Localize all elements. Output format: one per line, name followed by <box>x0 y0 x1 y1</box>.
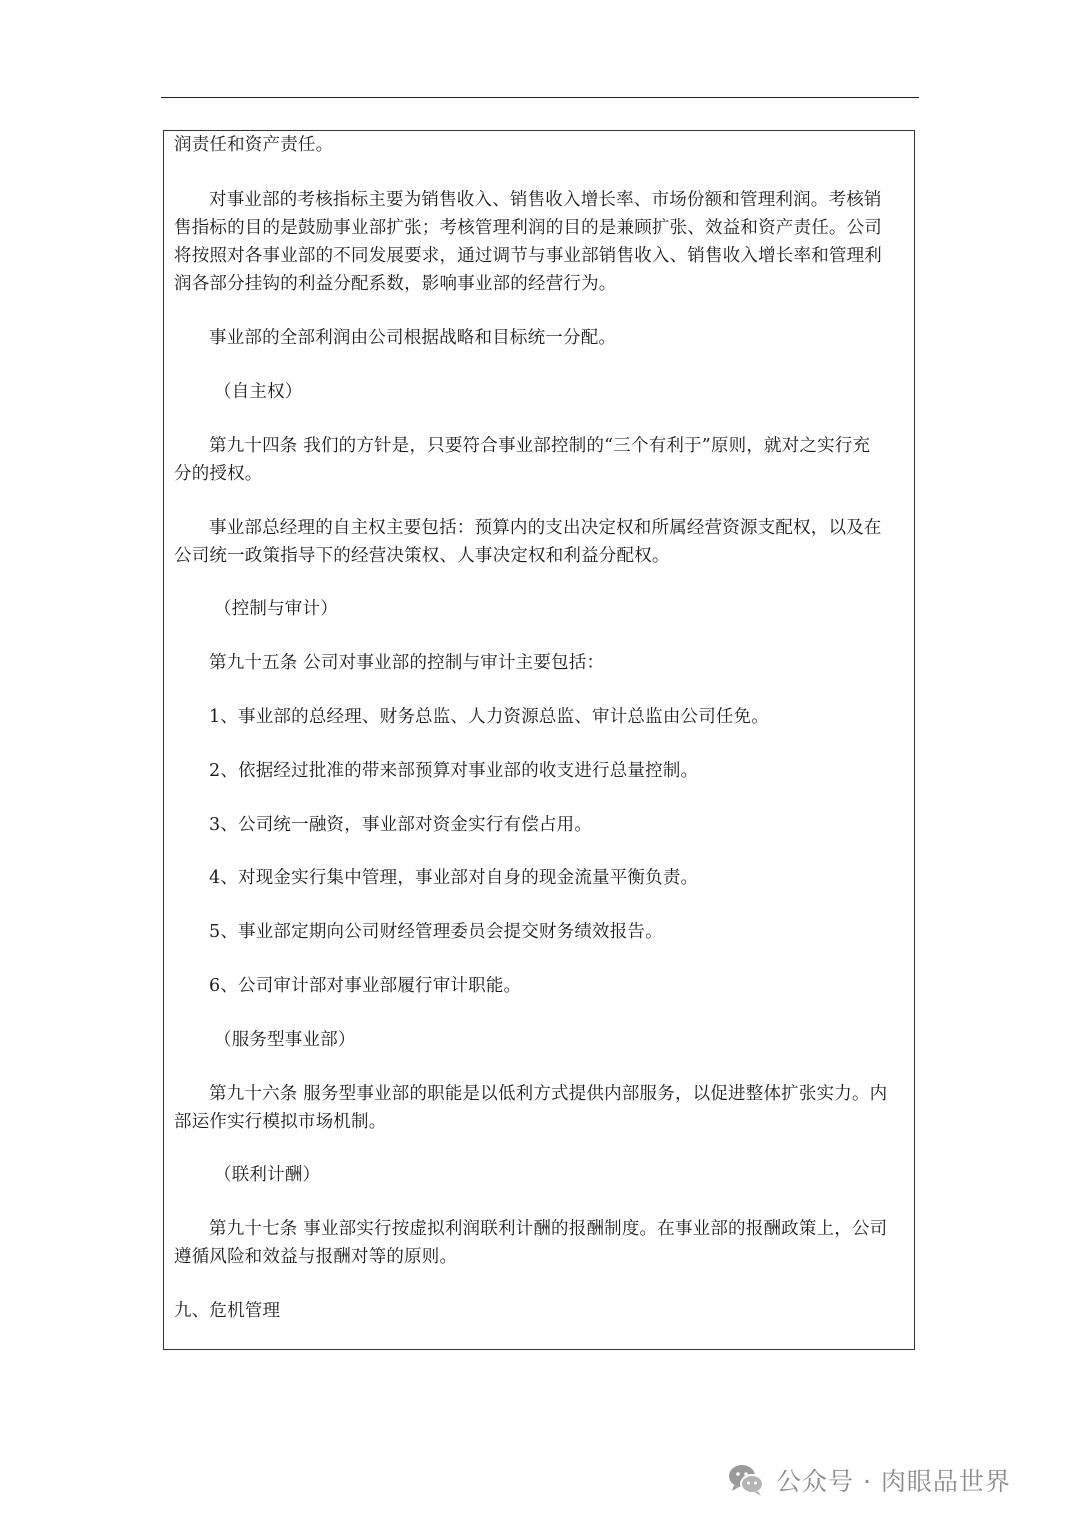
text-line: 润各部分挂钩的利益分配系数，影响事业部的经营行为。 <box>174 274 617 294</box>
list-item: 1、事业部的总经理、财务总监、人力资源总监、审计总监由公司任免。 <box>209 707 770 727</box>
section-heading: （自主权） <box>214 382 303 402</box>
text-line: 遵循风险和效益与报酬对等的原则。 <box>174 1247 458 1267</box>
watermark <box>726 1460 1011 1500</box>
text-line: 公司统一政策指导下的经营决策权、人事决定权和利益分配权。 <box>174 546 670 566</box>
text-line: 部运作实行模拟市场机制。 <box>174 1112 387 1132</box>
watermark-text: 公众号 · 肉眼品世界 <box>776 1467 1011 1496</box>
list-item: 3、公司统一融资，事业部对资金实行有偿占用。 <box>209 815 593 835</box>
section-heading: （服务型事业部） <box>214 1030 356 1050</box>
list-item: 5、事业部定期向公司财经管理委员会提交财务绩效报告。 <box>209 922 663 942</box>
text-line: 第九十七条 事业部实行按虚拟利润联利计酬的报酬制度。在事业部的报酬政策上，公司 <box>209 1219 888 1239</box>
text-line: 第九十六条 服务型事业部的职能是以低利方式提供内部服务，以促进整体扩张实力。内 <box>209 1084 888 1104</box>
header-rule <box>161 97 919 98</box>
text-line: 对事业部的考核指标主要为销售收入、销售收入增长率、市场份额和管理利润。考核销 <box>209 190 882 210</box>
wechat-icon <box>726 1460 766 1500</box>
text-line: 事业部的全部利润由公司根据战略和目标统一分配。 <box>209 328 617 348</box>
text-line: 第九十四条 我们的方针是，只要符合事业部控制的“三个有利于”原则，就对之实行充 <box>209 436 871 456</box>
list-item: 4、对现金实行集中管理，事业部对自身的现金流量平衡负责。 <box>209 868 699 888</box>
list-item: 2、依据经过批准的带来部预算对事业部的收支进行总量控制。 <box>209 761 699 781</box>
text-line: 事业部总经理的自主权主要包括：预算内的支出决定权和所属经营资源支配权，以及在 <box>209 518 882 538</box>
text-line: 润责任和资产责任。 <box>174 135 334 155</box>
chapter-heading: 九、危机管理 <box>174 1301 281 1321</box>
text-line: 将按照对各事业部的不同发展要求，通过调节与事业部销售收入、销售收入增长率和管理利 <box>174 246 882 266</box>
list-item: 6、公司审计部对事业部履行审计职能。 <box>209 976 522 996</box>
section-heading: （控制与审计） <box>214 599 338 619</box>
section-heading: （联利计酬） <box>214 1165 321 1185</box>
text-line: 第九十五条 公司对事业部的控制与审计主要包括： <box>209 653 605 673</box>
text-line: 售指标的目的是鼓励事业部扩张；考核管理利润的目的是兼顾扩张、效益和资产责任。公司 <box>174 218 882 238</box>
text-line: 分的授权。 <box>174 464 263 484</box>
